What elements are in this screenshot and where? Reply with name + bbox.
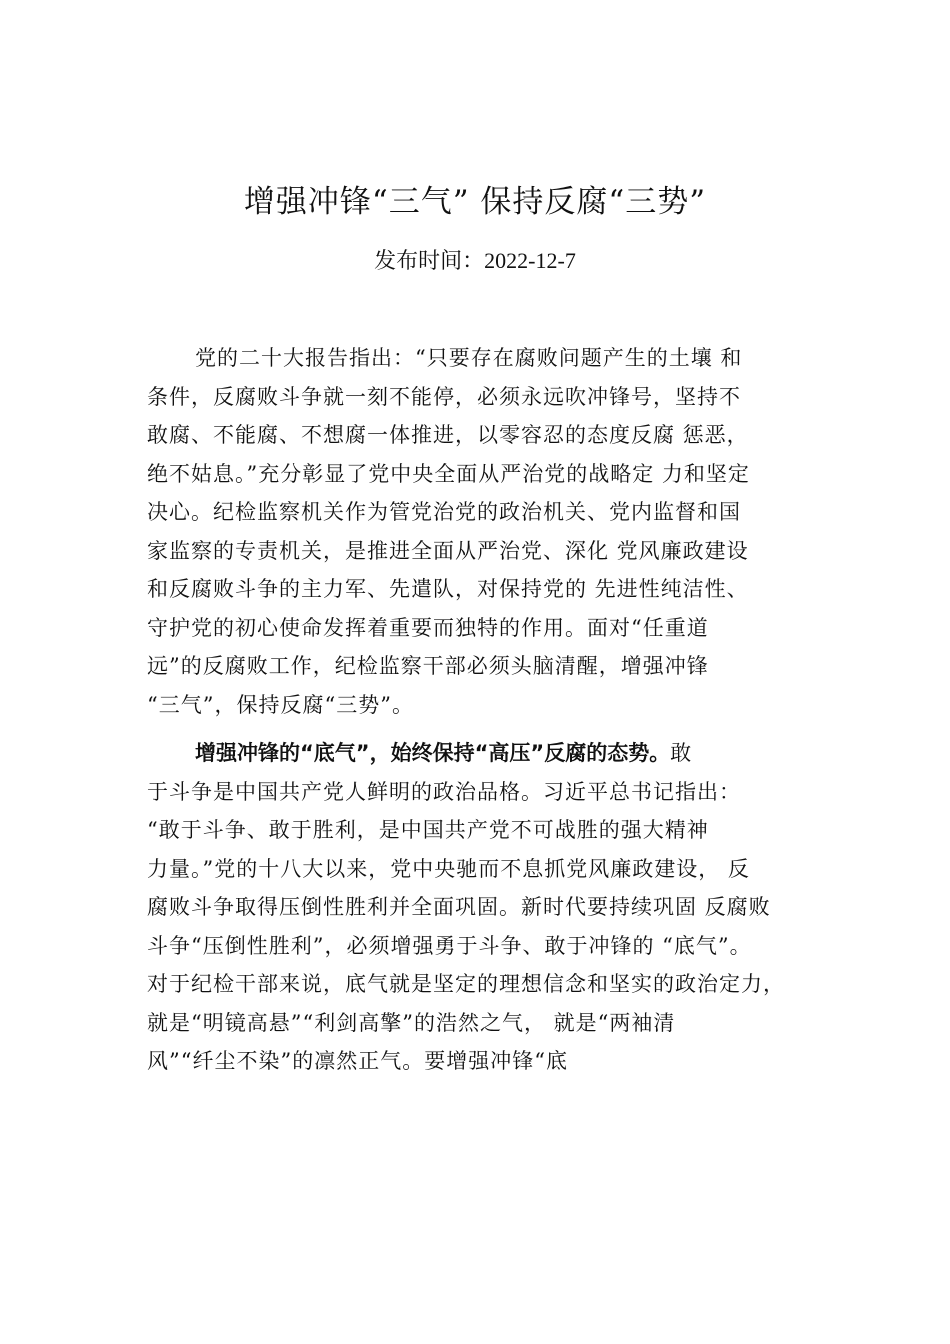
paragraph-line: “三气”，保持反腐“三势”。: [147, 692, 414, 717]
section-heading: 增强冲锋的“底气”，始终保持“高压”反腐的态势。: [195, 741, 671, 765]
paragraph-2: [147, 734, 847, 1081]
paragraph-line: 敢腐、不能腐、不想腐一体推进，以零容忍的态度反腐 惩恶，: [147, 423, 749, 447]
paragraph-line: 守护党的初心使命发挥着重要而独特的作用。面对“任重道: [147, 615, 709, 640]
paragraph-line: 和反腐败斗争的主力军、先遣队，对保持党的 先进性纯洁性、: [147, 577, 749, 601]
paragraph-line: 远”的反腐败工作，纪检监察干部必须头脑清醒，增强冲锋: [147, 654, 709, 678]
paragraph-line: 于斗争是中国共产党人鲜明的政治品格。习近平总书记指出：: [147, 779, 741, 804]
paragraph-line: 决心。纪检监察机关作为管党治党的政治机关、党内监督和国: [147, 500, 741, 524]
paragraph-line-rest: 敢: [670, 741, 693, 765]
paragraph-line: 风”“纤尘不染”的凛然正气。要增强冲锋“底: [147, 1049, 568, 1073]
paragraph-line: “敢于斗争、敢于胜利，是中国共产党不可战胜的强大精神: [147, 818, 709, 842]
paragraph-line: 斗争“压倒性胜利”，必须增强勇于斗争、敢于冲锋的 “底气”。: [147, 933, 752, 958]
paragraph-line: 就是“明镜高悬”“利剑高擎”的浩然之气， 就是“两袖清: [147, 1010, 676, 1035]
publish-date-label: 发布时间：: [374, 249, 485, 274]
paragraph-line: 腐败斗争取得压倒性胜利并全面巩固。新时代要持续巩固 反腐败: [147, 895, 771, 919]
paragraph-line: 条件，反腐败斗争就一刻不能停，必须永远吹冲锋号，坚持不: [147, 384, 741, 409]
paragraph-line: 对于纪检干部来说，底气就是坚定的理想信念和坚实的政治定力，: [147, 972, 785, 996]
paragraph-line: 力量。”党的十八大以来，党中央驰而不息抓党风廉政建设， 反: [147, 856, 750, 881]
paragraph-first-line: [147, 734, 847, 773]
paragraph-line: 绝不姑息。”充分彰显了党中央全面从严治党的战略定 力和坚定: [147, 461, 750, 486]
publish-date: [0, 244, 950, 275]
paragraph-line: 党的二十大报告指出：“只要存在腐败问题产生的土壤 和: [195, 346, 743, 370]
paragraph-line: 家监察的专责机关，是推进全面从严治党、深化 党风廉政建设: [147, 538, 749, 563]
article-title: 增强冲锋“三气” 保持反腐“三势”: [243, 184, 707, 220]
publish-date-value: 2022-12-7: [484, 248, 576, 273]
paragraph-1: [147, 339, 847, 724]
